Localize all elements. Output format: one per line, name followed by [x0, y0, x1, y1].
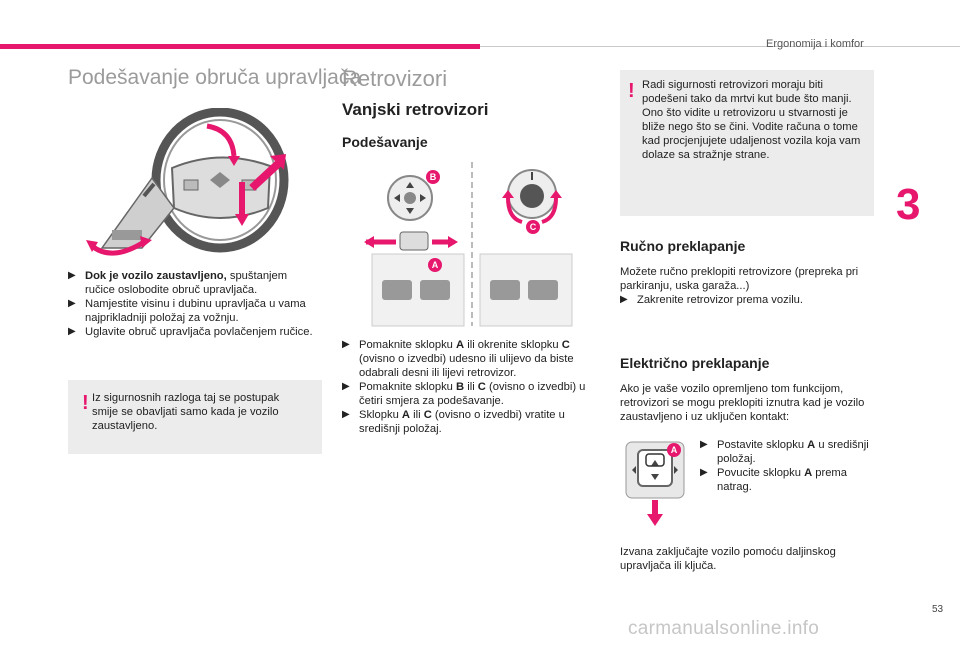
- adjustment-subtitle: Podešavanje: [342, 134, 428, 150]
- mirror-step-2: [342, 380, 600, 408]
- steering-step-1-bold: Dok je vozilo zaustavljeno,: [85, 270, 227, 282]
- label-a-badge: A: [667, 443, 681, 457]
- manual-folding-title: Ručno preklapanje: [620, 238, 746, 254]
- bullet-marker: ▶: [68, 326, 76, 337]
- warning-icon: !: [628, 80, 635, 102]
- steering-warning-text: Iz sigurnosnih razloga taj se postupak smije se obavljati samo kada je vozilo zaustavljeno.: [92, 392, 280, 432]
- header-divider: [480, 46, 960, 47]
- bullet-marker: ▶: [700, 467, 708, 478]
- text-part: ili okrenite sklopku: [464, 339, 562, 351]
- mirrors-title: Retrovizori: [342, 66, 448, 91]
- steering-step-1: [68, 269, 316, 297]
- section-title: Ergonomija i komfor: [766, 38, 864, 50]
- watermark: carmanualsonline.info: [628, 618, 820, 639]
- manual-step-1-text: Zakrenite retrovizor prema vozilu.: [637, 294, 804, 306]
- switch-label: C: [423, 409, 432, 421]
- electric-step-2: [700, 466, 870, 494]
- switch-label: A: [456, 339, 465, 351]
- steering-wheel-figure: [82, 108, 302, 268]
- text-part: (ovisno o izvedbi) vratite u središnji položaj.: [359, 409, 565, 435]
- text-part: ili: [410, 409, 424, 421]
- bullet-marker: ▶: [342, 409, 350, 420]
- bullet-marker: ▶: [620, 294, 628, 305]
- bullet-marker: ▶: [68, 270, 76, 281]
- switch-label: C: [561, 339, 570, 351]
- steering-title: Podešavanje obruča upravljača: [68, 66, 362, 89]
- mirror-warning-box: [620, 70, 874, 216]
- switch-label: A: [401, 409, 411, 421]
- warning-icon: !: [82, 392, 89, 414]
- bullet-marker: ▶: [700, 439, 708, 450]
- text-part: Pomaknite sklopku: [359, 381, 457, 393]
- steering-step-2-text: Namjestite visinu i dubinu upravljača u vama najprikladniji položaj za vožnju.: [85, 298, 306, 324]
- electric-step-1: [700, 438, 870, 466]
- text-part: Sklopku: [359, 409, 402, 421]
- label-a-badge: A: [428, 258, 442, 272]
- text-part: Postavite sklopku: [717, 439, 808, 451]
- mirror-controls-figure: [362, 158, 582, 330]
- fold-switch-figure: [620, 436, 692, 530]
- lock-vehicle-text: Izvana zaključajte vozilo pomoću daljinskog upravljača ili ključa.: [620, 546, 836, 572]
- steering-step-3: [68, 325, 316, 339]
- page-number: 53: [932, 604, 944, 615]
- steering-step-3-text: Uglavite obruč upravljača povlačenjem ručice.: [85, 326, 313, 338]
- exterior-mirrors-subtitle: Vanjski retrovizori: [342, 100, 489, 119]
- text-part: (ovisno o izvedbi) udesno ili ulijevo da biste odabrali desni ili lijevi retrovizor.: [359, 353, 574, 379]
- steering-warning-box: [68, 380, 322, 454]
- switch-label: B: [456, 381, 465, 393]
- mirror-adjust-instructions: [342, 338, 600, 436]
- header-accent-bar: [0, 44, 480, 49]
- bullet-marker: ▶: [68, 298, 76, 309]
- label-b-badge: B: [426, 170, 440, 184]
- steering-step-2: [68, 297, 316, 325]
- text-part: Pomaknite sklopku: [359, 339, 457, 351]
- bullet-marker: ▶: [342, 381, 350, 392]
- text-part: prema natrag.: [717, 467, 847, 493]
- mirror-step-1: [342, 338, 600, 380]
- mirror-warning-text: Radi sigurnosti retrovizori moraju biti podešeni tako da mrtvi kut bude što manji. Ono što vidite u retrovizoru u stvarnosti je bliže nego što se čini. Vodite računa o tome kad procjenjujete udaljenost vozila koja vam dolaze sa stražnje strane.: [642, 79, 861, 161]
- steering-step-1-text: spuštanjem ručice oslobodite obruč upravljača.: [85, 270, 288, 296]
- mirror-step-3: [342, 408, 600, 436]
- text-part: (ovisno o izvedbi) u četiri smjera za podešavanje.: [359, 381, 586, 407]
- text-part: u središnji položaj.: [717, 439, 869, 465]
- electric-folding-steps: [700, 438, 870, 494]
- manual-step-1: [620, 293, 872, 307]
- chapter-number: 3: [896, 180, 921, 229]
- switch-label: A: [804, 467, 813, 479]
- manual-folding-steps: [620, 293, 872, 307]
- electric-folding-title: Električno preklapanje: [620, 355, 770, 371]
- text-part: Povucite sklopku: [717, 467, 805, 479]
- switch-label: A: [807, 439, 816, 451]
- text-part: ili: [464, 381, 478, 393]
- electric-folding-text: Ako je vaše vozilo opremljeno tom funkcijom, retrovizori se mogu preklopiti iznutra kad je vozilo zaustavljeno i uz uključen kontakt:: [620, 383, 865, 423]
- label-c-badge: C: [526, 220, 540, 234]
- steering-instructions: [68, 269, 316, 339]
- manual-folding-text: Možete ručno preklopiti retrovizore (prepreka pri parkiranju, uska garaža...): [620, 266, 859, 292]
- bullet-marker: ▶: [342, 339, 350, 350]
- switch-label: C: [477, 381, 486, 393]
